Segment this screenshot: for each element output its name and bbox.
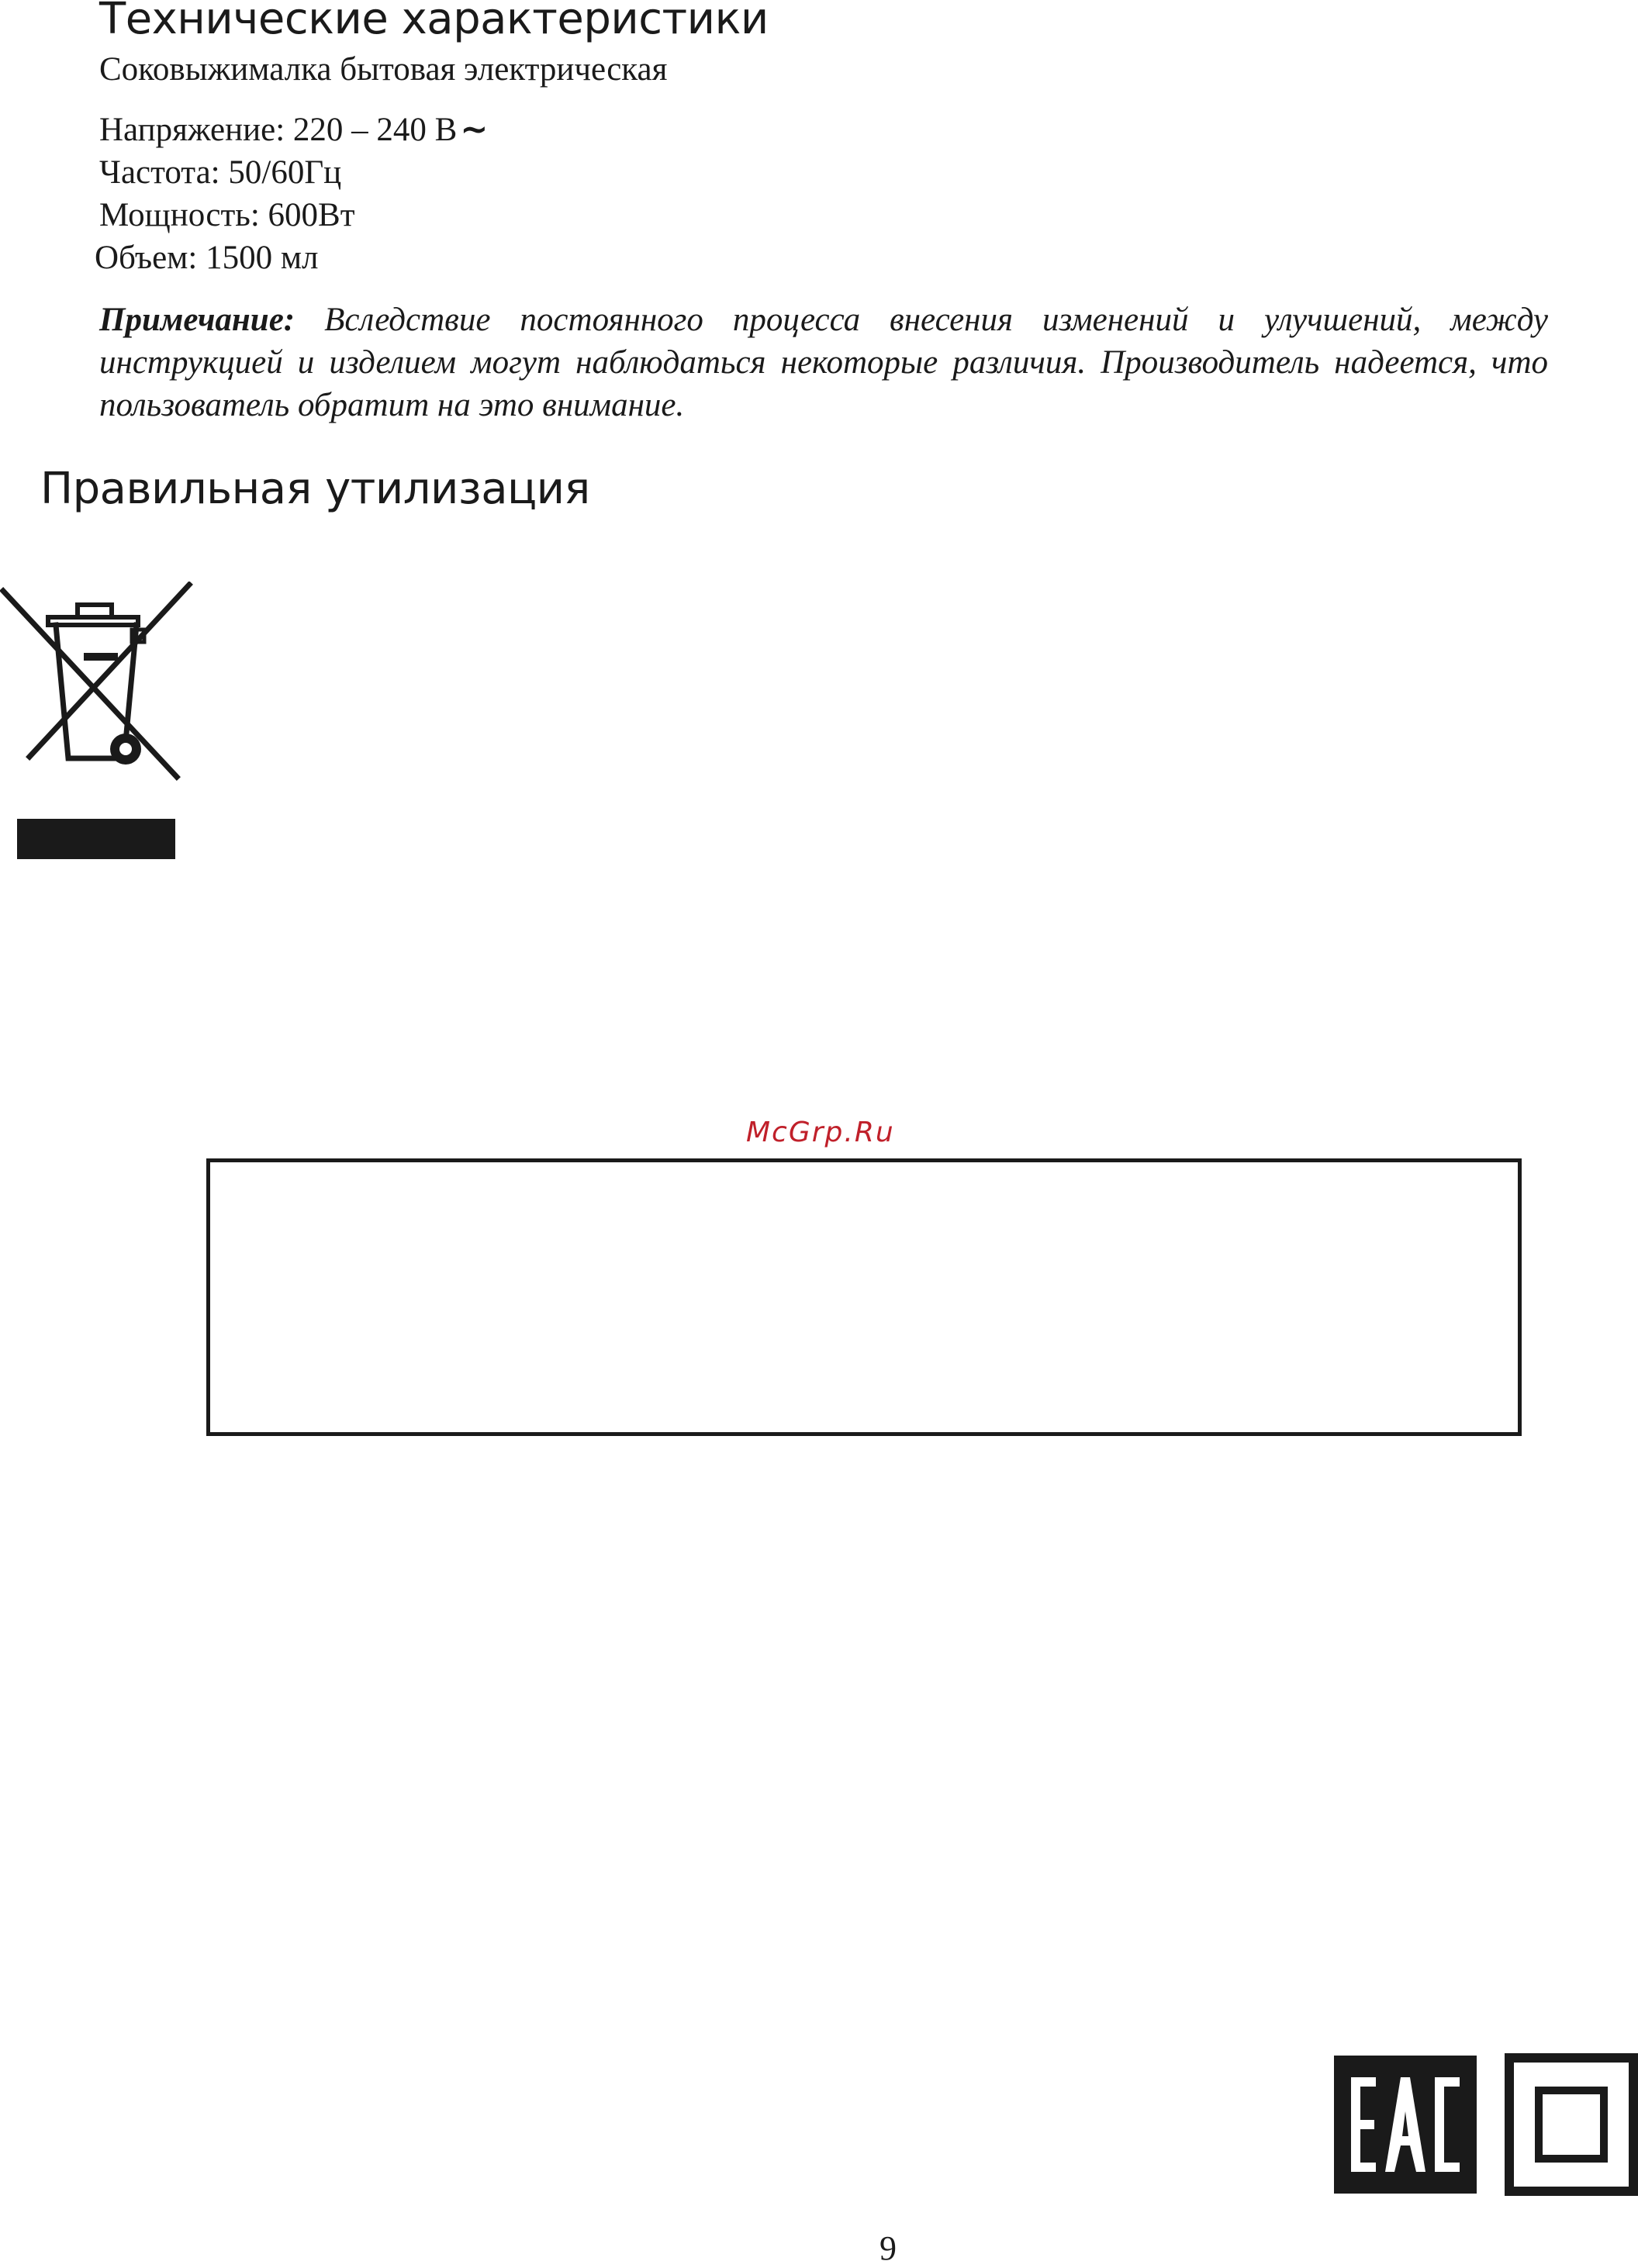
voltage-line (99, 110, 489, 149)
power-line: Мощность: 600Вт (99, 197, 355, 233)
note-label: Примечание: (99, 302, 295, 338)
note-text: Вследствие постоянного процесса внесения изменений и улучшений, между инструкцией и изделием могут наблюдаться некоторые различия. Производитель надеется, что пользователь обратит на это внимание. (99, 302, 1549, 423)
specs-title: Технические характеристики (99, 0, 769, 44)
volume-line: Объем: 1500 мл (95, 240, 319, 276)
eac-mark-icon (1334, 2056, 1477, 2194)
note-paragraph (99, 299, 1548, 426)
weee-bin-icon (0, 582, 194, 868)
product-name: Соковыжималка бытовая электрическая (99, 51, 668, 88)
double-insulation-icon (1505, 2053, 1638, 2196)
frequency-line: Частота: 50/60Гц (99, 154, 342, 191)
ac-symbol: ~ (460, 110, 489, 149)
empty-frame (206, 1158, 1522, 1436)
page-number: 9 (879, 2229, 897, 2267)
disposal-title: Правильная утилизация (40, 464, 590, 514)
voltage-text: Напряжение: 220 – 240 В (99, 112, 458, 148)
watermark: McGrp.Ru (746, 1117, 895, 1148)
